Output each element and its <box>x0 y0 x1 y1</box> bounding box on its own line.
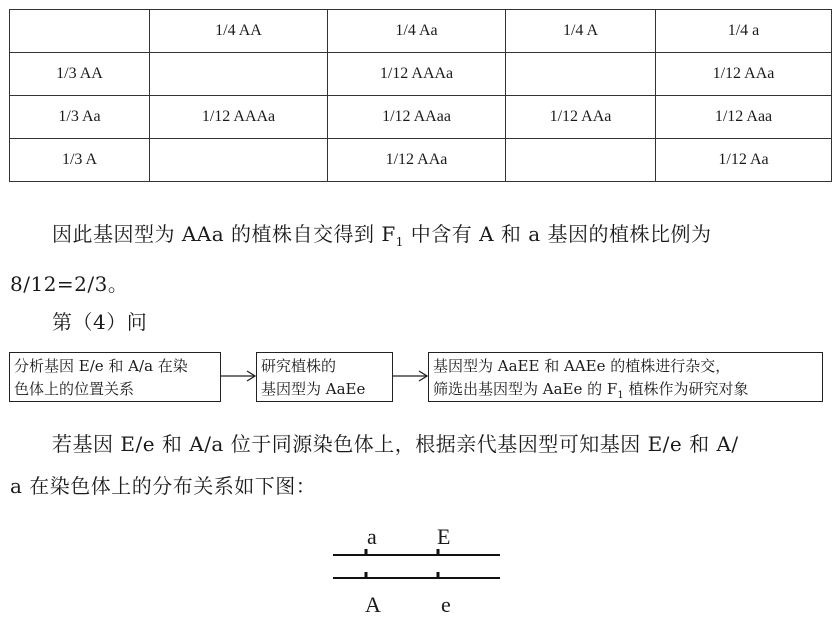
table-header-cell: 1/4 a <box>656 10 832 53</box>
question-heading-text: 第（4）问 <box>52 310 148 334</box>
hypothesis-line1: 若基因 E/e 和 A/a 位于同源染色体上，根据亲代基因型可知基因 E/e 和 A/ <box>52 432 739 456</box>
table-cell: 1/12 AAAa <box>150 96 328 139</box>
flow-box-cross-line1: 基因型为 AaEE 和 AAEe 的植株进行杂交， <box>433 357 731 375</box>
table-header-row <box>10 10 832 53</box>
allele-top-right: E <box>437 524 451 549</box>
f1-subscript: 1 <box>395 235 404 249</box>
flow-arrow-2 <box>393 366 429 386</box>
table-cell: 1/12 AAa <box>506 96 656 139</box>
flow-box-analyze-line2: 色体上的位置关系 <box>14 380 135 398</box>
chromosome-diagram <box>325 520 505 625</box>
table-cell: 1/12 AAaa <box>328 96 506 139</box>
flow-box-analyze-line1: 分析基因 E/e 和 A/a 在染 <box>14 357 188 375</box>
allele-bottom-left: A <box>365 592 381 617</box>
table-header-cell: 1/4 Aa <box>328 10 506 53</box>
flow-box-study-line1: 研究植株的 <box>261 357 337 375</box>
table-header-cell <box>10 10 150 53</box>
table-row-label: 1/3 A <box>10 139 150 182</box>
table-cell: 1/12 AAa <box>656 53 832 96</box>
hypothesis-line2: a 在染色体上的分布关系如下图： <box>10 474 317 498</box>
table-cell <box>506 139 656 182</box>
flow-box-study <box>256 352 393 402</box>
genotype-table <box>9 9 832 182</box>
table-cell: 1/12 Aa <box>656 139 832 182</box>
allele-top-left: a <box>367 524 377 549</box>
table-header-cell: 1/4 A <box>506 10 656 53</box>
table-cell: 1/12 AAAa <box>328 53 506 96</box>
flow-box-study-line2: 基因型为 AaEe <box>261 380 366 398</box>
table-row <box>10 96 832 139</box>
allele-bottom-right: e <box>441 592 451 617</box>
hypothesis-paragraph <box>10 423 825 507</box>
flow-box-cross-line2-b: 植株作为研究对象 <box>623 380 749 398</box>
conclusion-text-b: 中含有 A 和 a 基因的植株比例为 <box>403 222 712 246</box>
table-row <box>10 139 832 182</box>
flow-box-cross-line2 <box>433 378 818 407</box>
table-row-label: 1/3 Aa <box>10 96 150 139</box>
conclusion-text-a: 因此基因型为 AAa 的植株自交得到 F <box>52 222 396 246</box>
flow-box-analyze <box>9 352 221 402</box>
chromosome-lines <box>325 520 505 625</box>
table-cell <box>150 53 328 96</box>
table-cell <box>506 53 656 96</box>
table-cell <box>150 139 328 182</box>
flow-box-cross-line2-a: 筛选出基因型为 AaEe 的 F <box>433 380 618 398</box>
conclusion-paragraph <box>10 213 825 305</box>
table-cell: 1/12 AAa <box>328 139 506 182</box>
conclusion-result: 8/12=2/3。 <box>10 272 129 296</box>
table-cell: 1/12 Aaa <box>656 96 832 139</box>
question-heading <box>10 301 825 343</box>
table-row <box>10 53 832 96</box>
flow-f1-subscript: 1 <box>617 390 624 401</box>
flow-arrow-1 <box>221 366 257 386</box>
table-header-cell: 1/4 AA <box>150 10 328 53</box>
flow-box-cross <box>428 352 823 402</box>
table-row-label: 1/3 AA <box>10 53 150 96</box>
